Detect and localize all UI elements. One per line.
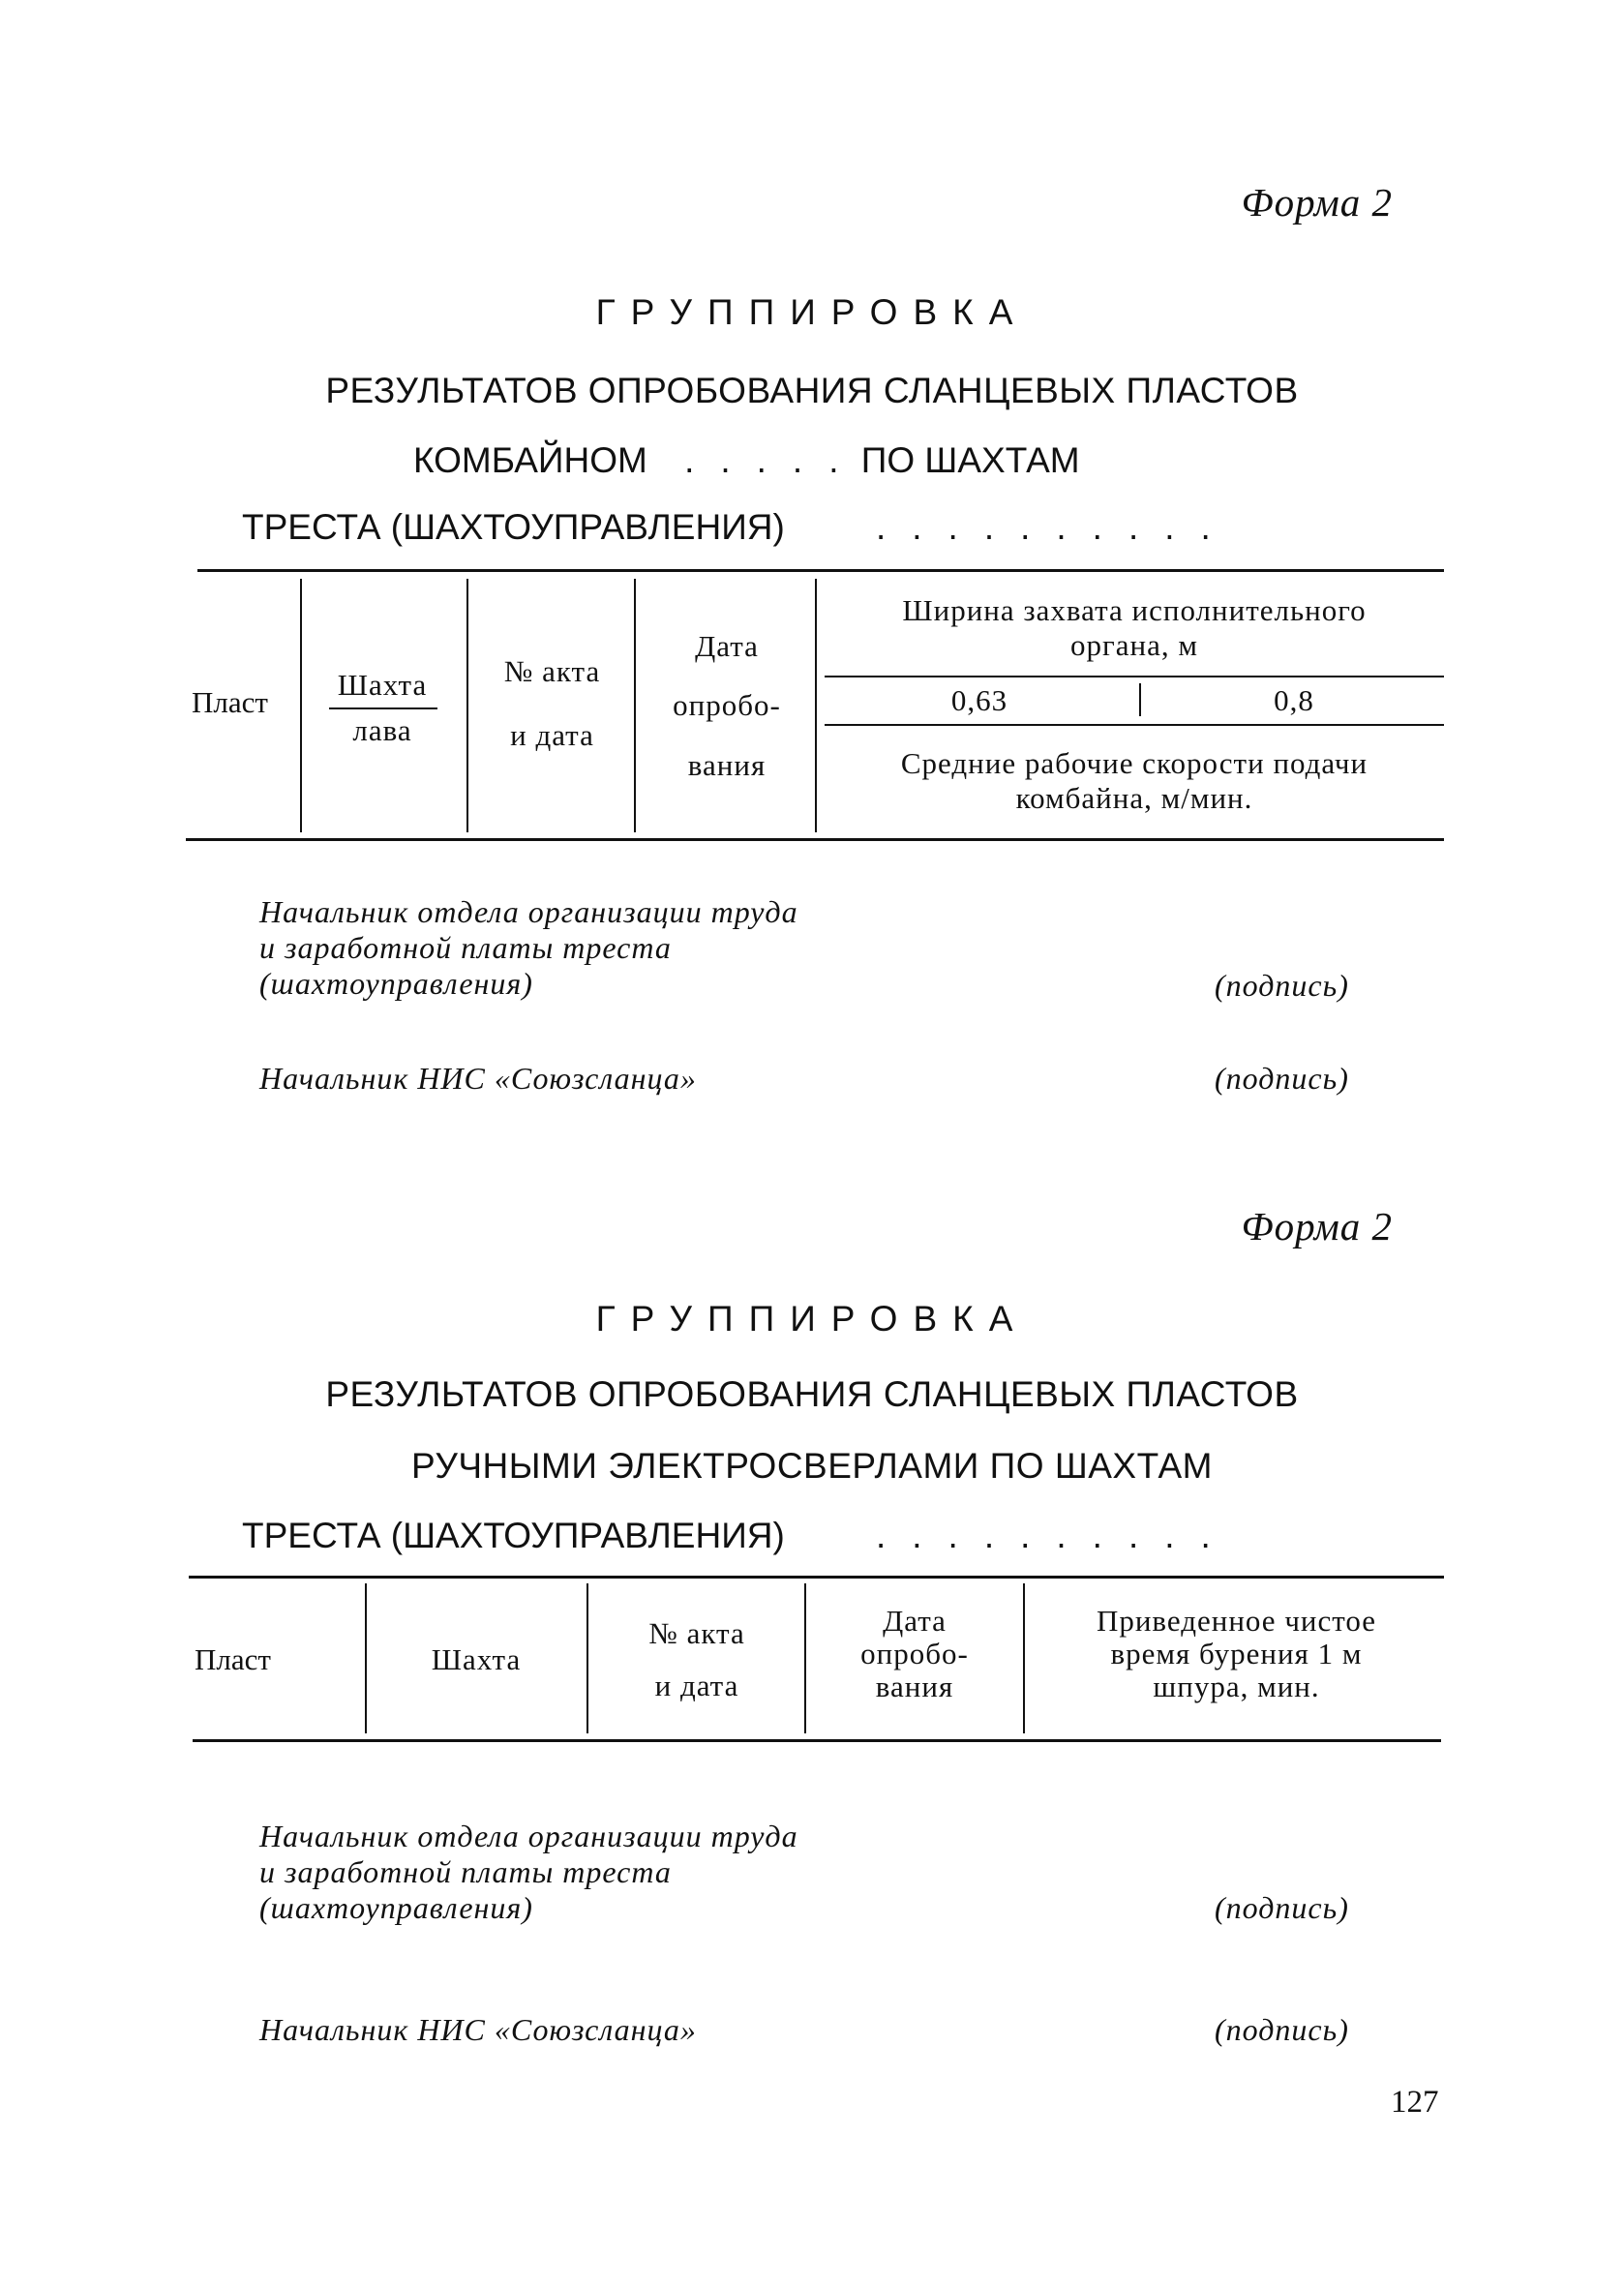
- form1-col-date-line2: опробо-: [673, 688, 781, 722]
- form1-col-date-line3: вания: [687, 748, 767, 782]
- form2-table: [189, 1576, 1444, 1745]
- form1-table-bottom-rule: [186, 838, 1444, 841]
- form1-sig1-line3: (шахтоуправления): [259, 966, 533, 1001]
- form2-col-time-line2: время бурения 1 м: [1110, 1637, 1363, 1670]
- form1-sig1-line2: и заработной платы треста: [259, 930, 672, 965]
- form2-col-time-line1: Приведенное чистое: [1096, 1604, 1377, 1638]
- form1-col-width-line1: Ширина захвата исполнительного: [902, 593, 1367, 627]
- form1-subtitle-line3: ТРЕСТА (ШАХТОУПРАВЛЕНИЯ): [242, 507, 785, 547]
- form1-subtitle-line2-dots: .....: [684, 440, 865, 480]
- form1-sig2-title: Начальник НИС «Союзсланца»: [259, 1061, 697, 1096]
- form1-col-speed-line2: комбайна, м/мин.: [1015, 781, 1253, 815]
- form2-table-bottom-rule: [193, 1739, 1441, 1742]
- form2-subtitle-line3: ТРЕСТА (ШАХТОУПРАВЛЕНИЯ): [242, 1516, 785, 1555]
- page-number: 127: [1391, 2085, 1439, 2120]
- form1-table-divider: [825, 676, 1444, 677]
- form1-col-akt-line2: и дата: [510, 718, 594, 752]
- form2-table-divider: [804, 1583, 806, 1733]
- form1-table-top-rule: [197, 569, 1444, 572]
- form1-col-shakhta: Шахта: [337, 668, 428, 702]
- form2-sig1-line3: (шахтоуправления): [259, 1890, 533, 1925]
- form1-subtitle-line3-dots: ..........: [876, 507, 1237, 547]
- form2-heading: ГРУППИРОВКА: [595, 1299, 1029, 1339]
- form1-col-plast: Пласт: [192, 685, 268, 719]
- form2-col-time-line3: шпура, мин.: [1153, 1670, 1320, 1703]
- form1-col-speed-line1: Средние рабочие скорости подачи: [900, 746, 1368, 780]
- form2-table-top-rule: [189, 1576, 1444, 1579]
- form1-table-divider: [634, 579, 636, 832]
- form1-shakhta-fraction-line: [329, 707, 437, 709]
- form1-table: [186, 569, 1444, 845]
- form1-sig2-signature: (подпись): [1215, 1061, 1349, 1096]
- form1-table-divider: [825, 724, 1444, 726]
- form2-sig2-signature: (подпись): [1215, 2012, 1349, 2047]
- form1-subtitle-line2-right: ПО ШАХТАМ: [860, 440, 1080, 480]
- form1-table-divider: [466, 579, 468, 832]
- form1-col-date-line1: Дата: [695, 629, 759, 663]
- form2-table-divider: [1023, 1583, 1025, 1733]
- form1-sig1-signature: (подпись): [1215, 968, 1349, 1003]
- form1-col-lava: лава: [352, 713, 412, 747]
- form2-col-akt-line2: и дата: [654, 1669, 739, 1702]
- form1-table-divider: [300, 579, 302, 832]
- form2-sig1-line2: и заработной платы треста: [259, 1854, 672, 1889]
- form1-heading: ГРУППИРОВКА: [595, 292, 1029, 332]
- form2-sig1-signature: (подпись): [1215, 1890, 1349, 1925]
- form2-col-shakhta: Шахта: [431, 1642, 522, 1676]
- form2-col-akt-line1: № акта: [648, 1616, 745, 1650]
- form1-label: Форма 2: [1241, 180, 1393, 225]
- form1-width-value-08: 0,8: [1274, 683, 1314, 717]
- form2-col-plast: Пласт: [195, 1642, 271, 1676]
- form2-label: Форма 2: [1241, 1204, 1393, 1249]
- form2-sig1-line1: Начальник отдела организации труда: [259, 1819, 798, 1853]
- form2-subtitle-line2: РУЧНЫМИ ЭЛЕКТРОСВЕРЛАМИ ПО ШАХТАМ: [411, 1446, 1213, 1486]
- form2-subtitle-line3-dots: ..........: [876, 1516, 1237, 1555]
- form1-subtitle-line2: [413, 440, 1080, 481]
- form1-col-akt-line1: № акта: [503, 654, 601, 688]
- form2-col-date-line1: Дата: [883, 1604, 947, 1638]
- form2-col-date-line3: вания: [875, 1670, 954, 1703]
- form1-table-divider: [1139, 683, 1141, 716]
- form1-subtitle-line1: РЕЗУЛЬТАТОВ ОПРОБОВАНИЯ СЛАНЦЕВЫХ ПЛАСТОВ: [325, 371, 1299, 410]
- form1-table-divider: [815, 579, 817, 832]
- form1-subtitle-line2-left: КОМБАЙНОМ: [413, 440, 647, 480]
- form1-sig1-line1: Начальник отдела организации труда: [259, 894, 798, 929]
- form2-table-divider: [586, 1583, 588, 1733]
- form2-col-date-line2: опробо-: [860, 1637, 969, 1670]
- form1-col-width-line2: органа, м: [1070, 628, 1198, 662]
- form2-sig2-title: Начальник НИС «Союзсланца»: [259, 2012, 697, 2047]
- form2-table-divider: [365, 1583, 367, 1733]
- form2-subtitle-line1: РЕЗУЛЬТАТОВ ОПРОБОВАНИЯ СЛАНЦЕВЫХ ПЛАСТОВ: [325, 1374, 1299, 1414]
- form1-width-value-063: 0,63: [950, 683, 1008, 717]
